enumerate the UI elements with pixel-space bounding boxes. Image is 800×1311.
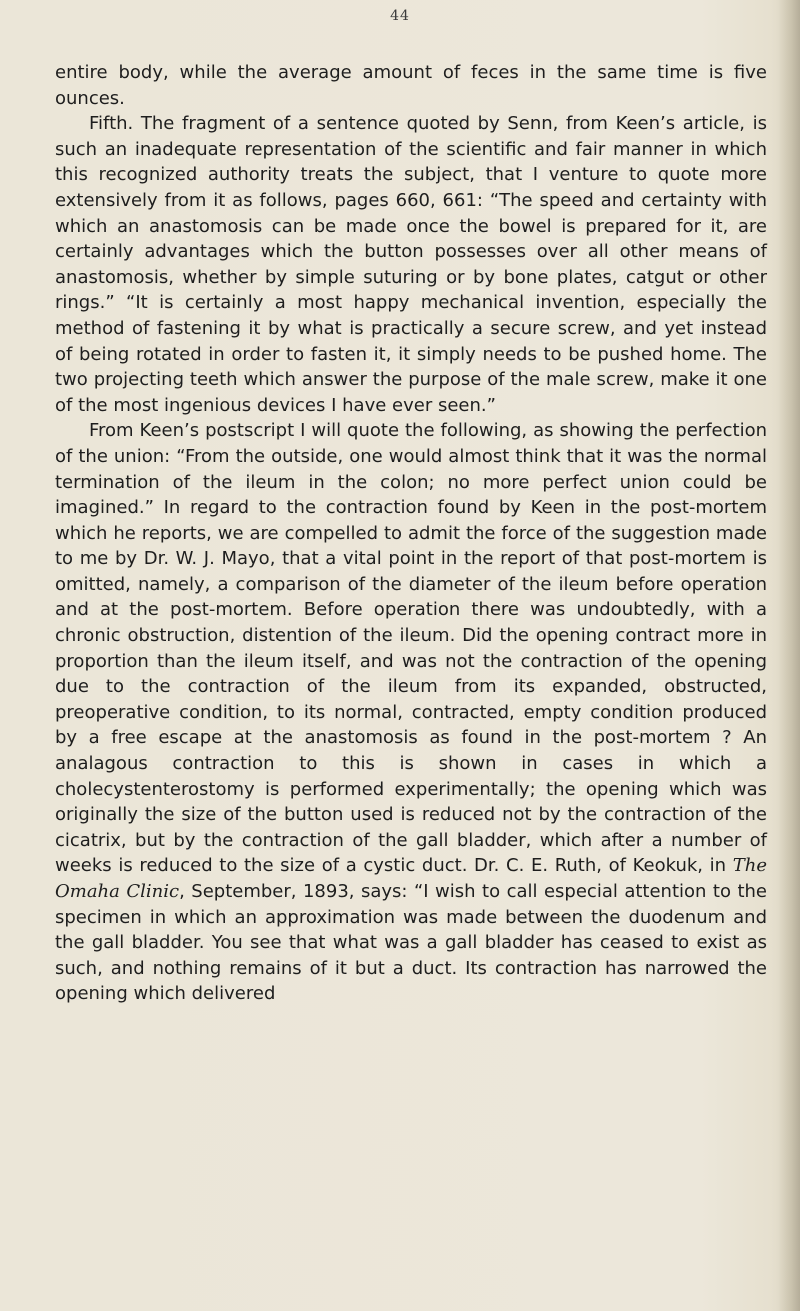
paragraph-3-text-after: , September, 1893, says: “I wish to call especial attention to the specimen in which an approximation was made between the duodenum and the gall bladder. You see that what was a gall bladder has ceased to exist as such, and nothing remains of it but a duct. Its contraction has narrowed the opening which delivered bbox=[55, 881, 767, 1005]
body-text bbox=[55, 60, 767, 1007]
page-number: 44 bbox=[390, 8, 410, 24]
journal-title: The Omaha Clinic bbox=[55, 855, 767, 902]
paragraph-1: entire body, while the average amount of feces in the same time is five ounces. bbox=[55, 62, 767, 109]
paragraph-3-text-before: From Keen’s postscript I will quote the following, as showing the perfection of the union: “From the outside, one would almost think that it was the normal termination of the ileum in the colon; no more perfect union could be imagined.” In regard to the contraction found by Keen in the post-mortem which he reports, we are compelled to admit the force of the suggestion made to me by Dr. W. J. Mayo, that a vital point in the report of that post-mortem is omitted, namely, a comparison of the diameter of the ileum before operation and at the post-mortem. Before operation there was undoubtedly, with a chronic obstruction, distention of the ileum. Did the opening contract more in proportion than the ileum itself, and was not the contraction of the opening due to the contraction of the ileum from its expanded, obstructed, preoperative condition, to its normal, contracted, empty condition produced by a free escape at the anastomosis as found in the post-mortem ? An analagous contraction to this is shown in cases in which a cholecystenterostomy is performed experimentally; the opening which was originally the size of the button used is reduced not by the contraction of the cicatrix, but by the contraction of the gall bladder, which after a number of weeks is reduced to the size of a cystic duct. Dr. C. E. Ruth, of Keokuk, in bbox=[55, 420, 767, 877]
page-edge-shadow bbox=[778, 0, 800, 1311]
paragraph-2: Fifth. The fragment of a sentence quoted by Senn, from Keen’s article, is such an inadequate representation of the scientific and fair manner in which this recognized authority treats the subject, that I venture to quote more extensively from it as follows, pages 660, 661: “The speed and certainty with which an anastomosis can be made once the bowel is prepared for it, are certainly advantages which the button possesses over all other means of anastomosis, whether by simple suturing or by bone plates, catgut or other rings.” “It is certainly a most happy mechanical invention, especially the method of fastening it by what is practically a secure screw, and yet instead of being rotated in order to fasten it, it simply needs to be pushed home. The two projecting teeth which answer the purpose of the male screw, make it one of the most ingenious devices I have ever seen.” bbox=[55, 113, 767, 416]
paragraph-3 bbox=[55, 418, 767, 1007]
